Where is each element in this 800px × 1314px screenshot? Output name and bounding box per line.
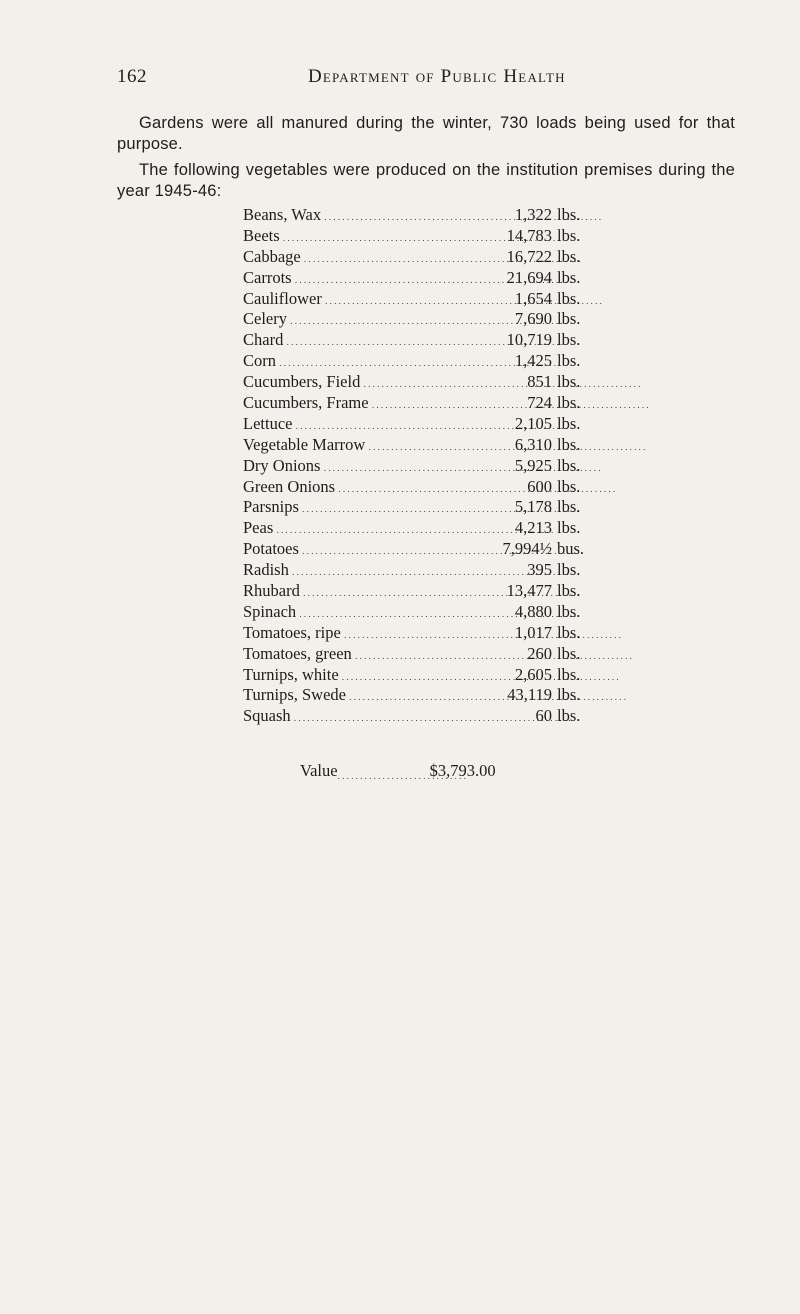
produce-list: [243, 205, 643, 727]
produce-row: [243, 393, 643, 414]
total-value: $3,793.00: [429, 761, 496, 780]
produce-quantity: 1,322: [514, 205, 552, 224]
leader-dots: [243, 268, 500, 291]
produce-name: Beans, Wax: [243, 205, 322, 224]
leader-dots: [243, 393, 500, 416]
produce-name: Cabbage: [243, 246, 301, 266]
leader-dots: [243, 497, 500, 520]
produce-row: [243, 247, 643, 268]
produce-quantity: 1,654: [514, 288, 552, 308]
produce-name: Parsnips: [243, 497, 299, 517]
total-leader-dots: . . . . . . . . . . . . . . . . . . . . . . . . . . . . .: [337, 771, 466, 781]
produce-name: Turnips, white: [243, 664, 339, 684]
produce-quantity: 4,880: [514, 601, 552, 621]
produce-row: [243, 435, 643, 456]
produce-unit: lbs.: [557, 455, 581, 475]
produce-unit: lbs.: [557, 497, 581, 517]
produce-quantity: 43,119: [507, 685, 552, 705]
leader-dots: [243, 205, 500, 228]
produce-name: Cucumbers, Frame: [243, 393, 369, 413]
produce-row: [243, 623, 643, 644]
produce-unit: lbs.: [557, 664, 581, 684]
produce-quantity: 260: [527, 643, 552, 663]
produce-name: Cucumbers, Field: [243, 372, 361, 392]
paragraph-manure: Gardens were all manured during the winter, 730 loads being used for that purpose.: [117, 114, 735, 153]
produce-name: Celery: [243, 309, 287, 329]
produce-quantity: 724: [527, 393, 552, 413]
produce-quantity: 5,178: [514, 497, 552, 517]
produce-row: [243, 226, 643, 247]
produce-name: Spinach: [243, 601, 297, 621]
leader-dots: [243, 456, 500, 479]
produce-unit: lbs.: [557, 622, 581, 642]
produce-unit: lbs.: [557, 246, 581, 266]
produce-name: Radish: [243, 560, 289, 580]
produce-row: [243, 644, 643, 665]
produce-quantity: 2,105: [514, 413, 552, 433]
produce-unit: lbs.: [557, 581, 581, 601]
produce-unit: lbs.: [557, 643, 581, 663]
leader-dots: [243, 685, 500, 708]
produce-quantity: 5,925: [514, 455, 552, 475]
produce-row: [243, 309, 643, 330]
produce-unit: lbs.: [557, 560, 581, 580]
produce-unit: lbs.: [557, 330, 581, 350]
produce-quantity: 851: [527, 372, 552, 392]
produce-quantity: 10,719: [506, 330, 552, 350]
leader-dots: [243, 602, 500, 625]
leader-dots: [243, 518, 500, 541]
produce-name: Peas: [243, 518, 274, 538]
produce-quantity: 14,783: [506, 225, 552, 245]
produce-name: Turnips, Swede: [243, 685, 346, 705]
produce-row: [243, 268, 643, 289]
produce-name: Dry Onions: [243, 455, 321, 475]
produce-row: [243, 477, 643, 498]
leader-dots: [243, 539, 500, 562]
produce-row: [243, 539, 643, 560]
leader-dots: [243, 706, 500, 729]
leader-dots: [243, 330, 500, 353]
produce-name: Rhubard: [243, 581, 300, 601]
leader-dots: [243, 247, 500, 270]
produce-unit: lbs.: [557, 601, 581, 621]
produce-unit: lbs.: [557, 476, 581, 496]
produce-name: Tomatoes, ripe: [243, 622, 341, 642]
leader-dots: [243, 309, 500, 332]
page-number: 162: [117, 66, 147, 87]
produce-unit: lbs.: [557, 706, 581, 726]
produce-name: Beets: [243, 225, 280, 245]
produce-quantity: 16,722: [506, 246, 552, 266]
produce-quantity: 21,694: [506, 267, 552, 287]
produce-name: Vegetable Marrow: [243, 434, 366, 454]
produce-name: Tomatoes, green: [243, 643, 352, 663]
produce-unit: lbs.: [557, 309, 581, 329]
produce-unit: lbs.: [557, 518, 581, 538]
produce-unit: lbs.: [557, 413, 581, 433]
produce-unit: lbs.: [557, 205, 581, 224]
produce-name: Corn: [243, 351, 276, 371]
produce-quantity: 2,605: [514, 664, 552, 684]
produce-quantity: 1,017: [514, 622, 552, 642]
total-value-row: [300, 761, 550, 781]
leader-dots: [243, 623, 500, 646]
produce-name: Cauliflower: [243, 288, 322, 308]
produce-name: Carrots: [243, 267, 292, 287]
produce-unit: lbs.: [557, 267, 581, 287]
produce-unit: lbs.: [557, 225, 581, 245]
produce-unit: lbs.: [557, 434, 581, 454]
produce-unit: lbs.: [557, 351, 581, 371]
produce-quantity: 395: [527, 560, 552, 580]
produce-row: [243, 414, 643, 435]
produce-name: Squash: [243, 706, 291, 726]
produce-name: Green Onions: [243, 476, 336, 496]
produce-row: [243, 685, 643, 706]
produce-name: Potatoes: [243, 539, 299, 559]
produce-row: [243, 456, 643, 477]
produce-quantity: 7,994½: [502, 539, 552, 559]
running-header: [117, 66, 727, 92]
leader-dots: [243, 226, 500, 249]
leader-dots: [243, 351, 500, 374]
produce-row: [243, 560, 643, 581]
leader-dots: [243, 372, 500, 395]
produce-quantity: 1,425: [514, 351, 552, 371]
produce-row: [243, 289, 643, 310]
leader-dots: [243, 435, 500, 458]
produce-row: [243, 372, 643, 393]
leader-dots: [243, 414, 500, 437]
produce-unit: bus.: [557, 539, 585, 559]
paragraph-vegetables-intro: The following vegetables were produced on the institution premises during the year 1945-46:: [117, 161, 735, 200]
produce-row: [243, 205, 643, 226]
produce-row: [243, 706, 643, 727]
leader-dots: [243, 644, 500, 667]
produce-name: Chard: [243, 330, 284, 350]
leader-dots: [243, 581, 500, 604]
produce-row: [243, 665, 643, 686]
produce-row: [243, 351, 643, 372]
produce-name: Lettuce: [243, 413, 293, 433]
produce-quantity: 7,690: [514, 309, 552, 329]
produce-unit: lbs.: [557, 393, 581, 413]
produce-row: [243, 518, 643, 539]
produce-row: [243, 497, 643, 518]
header-title: Department of Public Health: [308, 66, 566, 87]
produce-row: [243, 330, 643, 351]
leader-dots: [243, 560, 500, 583]
produce-row: [243, 581, 643, 602]
produce-unit: lbs.: [557, 288, 581, 308]
produce-row: [243, 602, 643, 623]
total-label: Value: [300, 761, 338, 780]
produce-quantity: 4,213: [514, 518, 552, 538]
produce-quantity: 60: [535, 706, 552, 726]
produce-quantity: 6,310: [514, 434, 552, 454]
produce-quantity: 600: [527, 476, 552, 496]
produce-unit: lbs.: [557, 372, 581, 392]
produce-unit: lbs.: [557, 685, 581, 705]
produce-quantity: 13,477: [506, 581, 552, 601]
